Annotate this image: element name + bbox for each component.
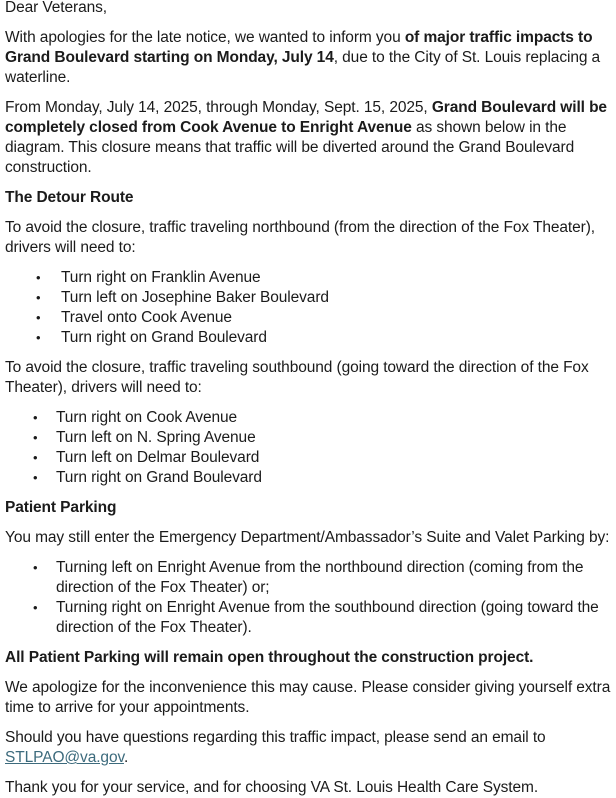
intro-tail-text: , due to the City of St. Louis replacing a waterline. [5, 49, 601, 86]
questions-lead-text: Should you have questions regarding this traffic impact, please send an email to [5, 729, 546, 746]
parking-open-notice: All Patient Parking will remain open throughout the construction project. [5, 649, 534, 666]
questions-tail-text: . [123, 749, 129, 766]
list-item: • Turn left on N. Spring Avenue [5, 428, 612, 448]
list-item: • Turn right on Grand Boulevard [5, 328, 612, 348]
list-item: • Turn left on Josephine Baker Boulevard [5, 288, 612, 308]
list-item: • Turn left on Delmar Boulevard [5, 448, 612, 468]
intro-paragraph [5, 28, 612, 88]
salutation: Dear Veterans, [5, 0, 107, 16]
apology-paragraph: We apologize for the inconvenience this may cause. Please consider giving yourself extra time to arrive for your appointments. [5, 679, 611, 716]
list-item: • Travel onto Cook Avenue [5, 308, 612, 328]
list-item: • Turn right on Grand Boulevard [5, 468, 612, 488]
list-item: • Turning right on Enright Avenue from the southbound direction (going toward the direction of the Fox Theater). [5, 598, 612, 638]
email-link[interactable]: STLPAO@va.gov [5, 749, 124, 766]
southbound-steps-list [5, 408, 612, 488]
intro-lead-text: With apologies for the late notice, we wanted to inform you [5, 29, 405, 46]
southbound-intro: To avoid the closure, traffic traveling southbound (going toward the direction of the Fox Theater), drivers will need to: [5, 359, 589, 396]
closure-paragraph [5, 98, 612, 178]
patient-parking-options-list [5, 558, 612, 638]
closure-tail-text: as shown below in the diagram. This closure means that traffic will be diverted around the Grand Boulevard construction. [5, 119, 575, 176]
patient-parking-heading: Patient Parking [5, 499, 117, 516]
northbound-intro: To avoid the closure, traffic traveling northbound (from the direction of the Fox Theater), drivers will need to: [5, 219, 595, 256]
thank-you-paragraph: Thank you for your service, and for choosing VA St. Louis Health Care System. [5, 779, 539, 796]
questions-paragraph [5, 728, 612, 768]
northbound-steps-list [5, 268, 612, 348]
list-item: • Turn right on Cook Avenue [5, 408, 612, 428]
patient-parking-intro: You may still enter the Emergency Department/Ambassador’s Suite and Valet Parking by: [5, 529, 610, 546]
closure-bold-text: Grand Boulevard will be completely closed from Cook Avenue to Enright Avenue [5, 99, 607, 136]
list-item: • Turn right on Franklin Avenue [5, 268, 612, 288]
detour-route-heading: The Detour Route [5, 189, 134, 206]
list-item: • Turning left on Enright Avenue from the northbound direction (coming from the direction of the Fox Theater) or; [5, 558, 612, 598]
closure-lead-text: From Monday, July 14, 2025, through Monday, Sept. 15, 2025, [5, 99, 432, 116]
intro-bold-text: of major traffic impacts to Grand Boulevard starting on Monday, July 14 [5, 29, 593, 66]
